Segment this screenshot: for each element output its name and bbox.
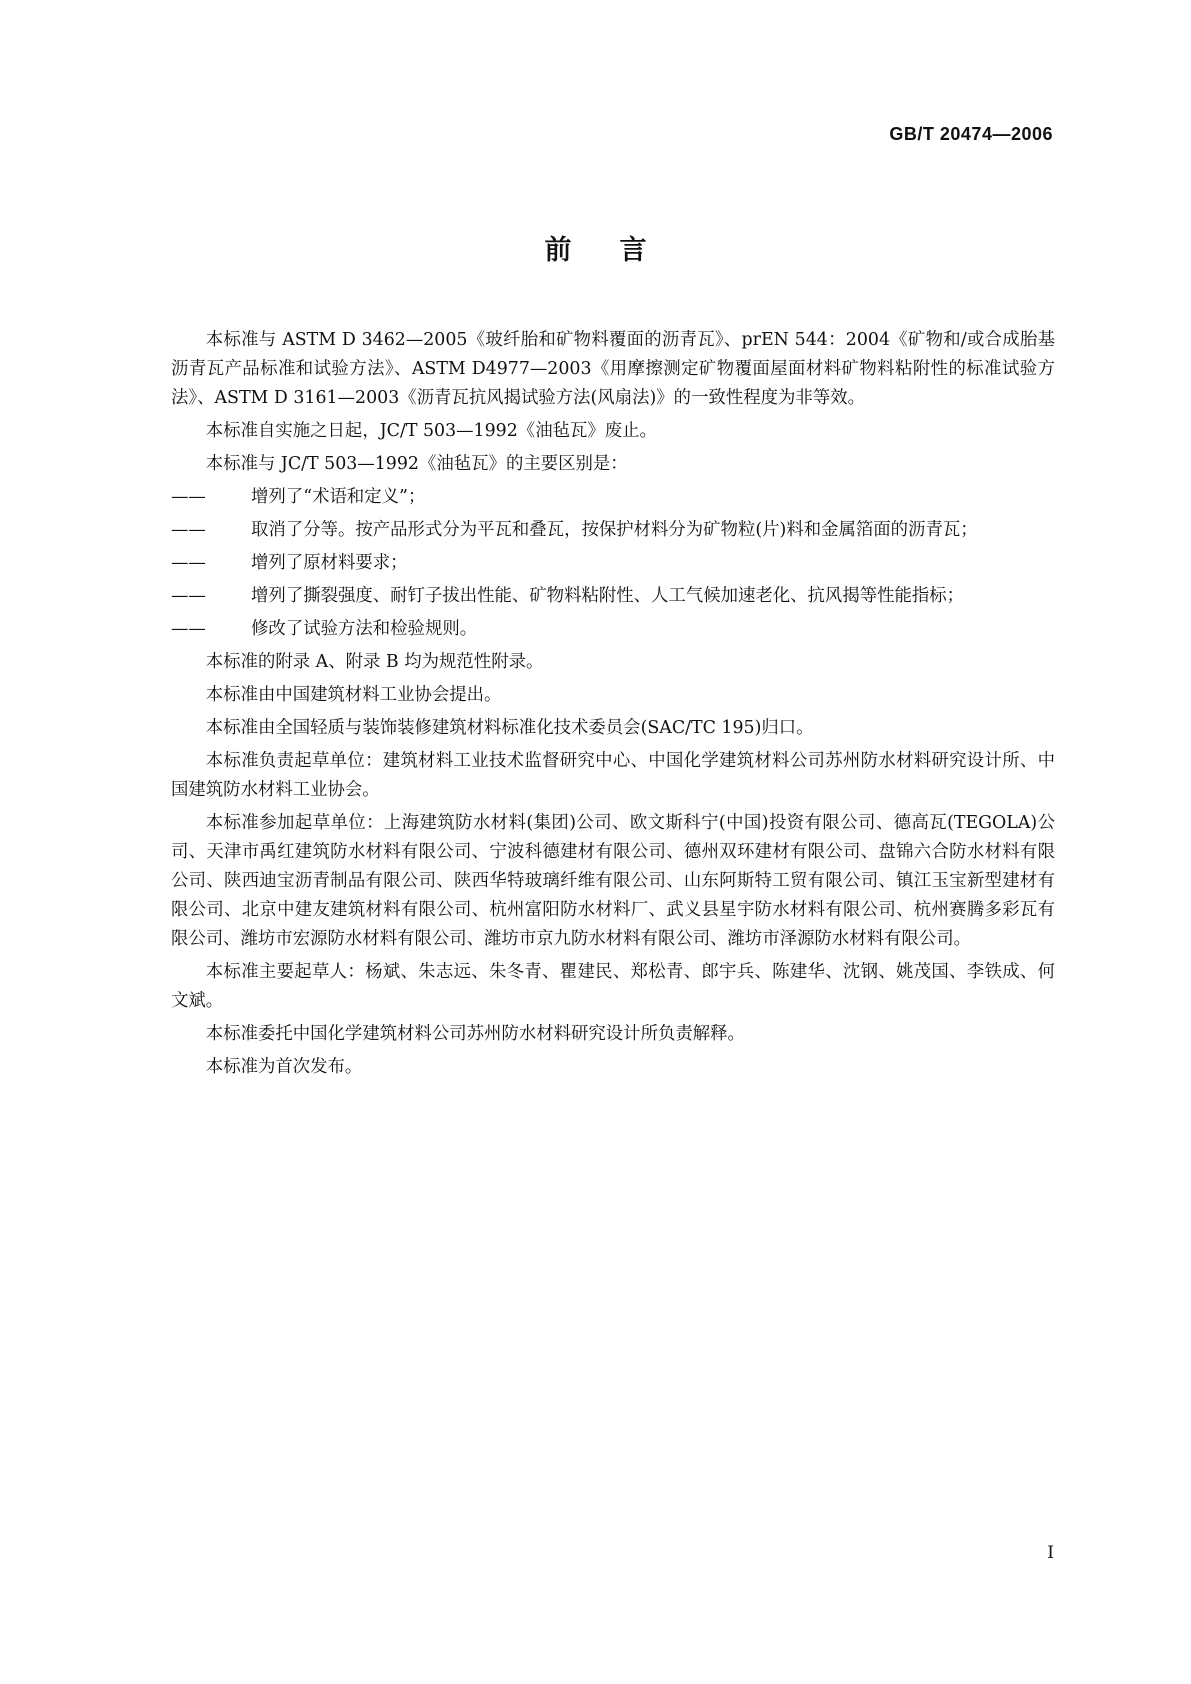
page-number: I [1047, 1543, 1054, 1563]
list-item [171, 615, 1055, 644]
paragraph-proposer: 本标准由中国建筑材料工业协会提出。 [205, 685, 502, 705]
list-item-text: 修改了试验方法和检验规则。 [251, 619, 478, 639]
foreword-body [171, 326, 1055, 1086]
paragraph-consistency: 本标准与 ASTM D 3462—2005《玻纤胎和矿物料覆面的沥青瓦》、prEN 544：2004《矿物和/或合成胎基沥青瓦产品标准和试验方法》、ASTM D4977—2003《用摩擦测定矿物覆面屋面材料矿物料粘附性的标准试验方法》、ASTM D 3161—2003《沥青瓦抗风揭试验方法(风扇法)》的一致性程度为非等效。 [171, 330, 1055, 408]
list-dash: —— [171, 520, 206, 540]
list-item [171, 516, 1055, 545]
paragraph-main-drafters: 本标准主要起草人：杨斌、朱志远、朱冬青、瞿建民、郑松青、郎宇兵、陈建华、沈钢、姚茂国、李铁成、何文斌。 [171, 962, 1055, 1011]
list-item-text: 增列了撕裂强度、耐钉子拔出性能、矿物料粘附性、人工气候加速老化、抗风揭等性能指标； [251, 586, 965, 606]
list-item-text: 取消了分等。按产品形式分为平瓦和叠瓦，按保护材料分为矿物粒(片)料和金属箔面的沥青瓦； [251, 520, 978, 540]
paragraph-responsible-drafters: 本标准负责起草单位：建筑材料工业技术监督研究中心、中国化学建筑材料公司苏州防水材料研究设计所、中国建筑防水材料工业协会。 [171, 751, 1055, 800]
list-item-text: 增列了原材料要求； [251, 553, 408, 573]
paragraph-participating-drafters: 本标准参加起草单位：上海建筑防水材料(集团)公司、欧文斯科宁(中国)投资有限公司、德高瓦(TEGOLA)公司、天津市禹红建筑防水材料有限公司、宁波科德建材有限公司、德州双环建材有限公司、盘锦六合防水材料有限公司、陕西迪宝沥青制品有限公司、陕西华特玻璃纤维有限公司、山东阿斯特工贸有限公司、镇江玉宝新型建材有限公司、北京中建友建筑材料有限公司、杭州富阳防水材料厂、武义县星宇防水材料有限公司、杭州赛腾多彩瓦有限公司、潍坊市宏源防水材料有限公司、潍坊市京九防水材料有限公司、潍坊市泽源防水材料有限公司。 [171, 813, 1055, 949]
paragraph-annexes: 本标准的附录 A、附录 B 均为规范性附录。 [205, 652, 544, 672]
standard-code: GB/T 20474—2006 [889, 124, 1053, 144]
list-item-text: 增列了“术语和定义”； [251, 487, 426, 507]
list-dash: —— [171, 487, 206, 507]
paragraph-supersede: 本标准自实施之日起，JC/T 503—1992《油毡瓦》废止。 [205, 421, 657, 441]
list-item [171, 483, 1055, 512]
list-item [171, 549, 1055, 578]
paragraph-committee: 本标准由全国轻质与装饰装修建筑材料标准化技术委员会(SAC/TC 195)归口。 [205, 718, 814, 738]
list-item [171, 582, 1055, 611]
list-dash: —— [171, 553, 206, 573]
paragraph-interpretation: 本标准委托中国化学建筑材料公司苏州防水材料研究设计所负责解释。 [205, 1024, 745, 1044]
paragraph-first-release: 本标准为首次发布。 [205, 1057, 363, 1077]
list-dash: —— [171, 586, 206, 606]
page-title: 前言 [544, 235, 695, 266]
list-dash: —— [171, 619, 206, 639]
paragraph-differences-intro: 本标准与 JC/T 503—1992《油毡瓦》的主要区别是： [205, 454, 628, 474]
